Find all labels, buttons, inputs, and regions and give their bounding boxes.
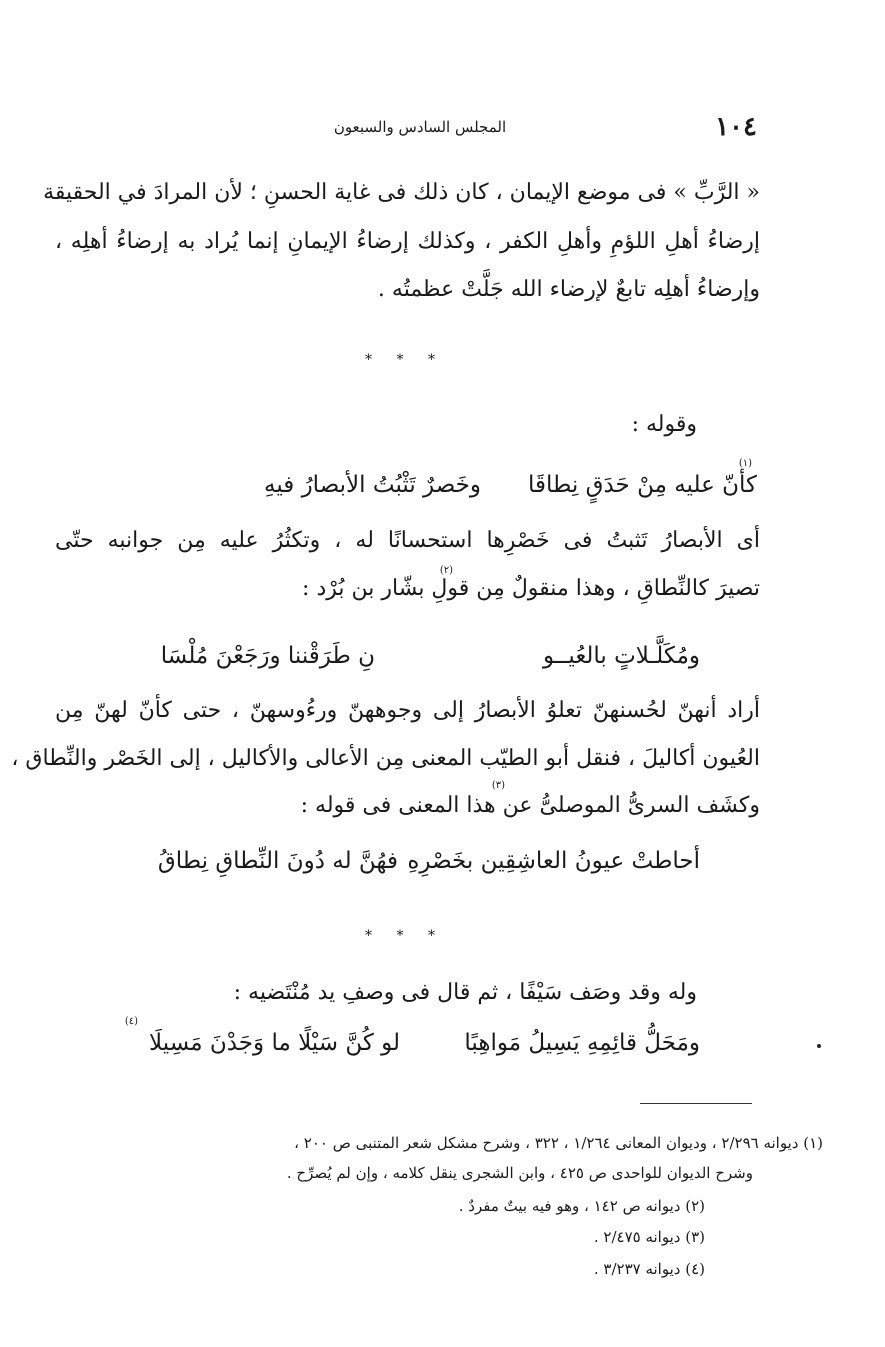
text-line: العُيون أكاليلَ ، فنقل أبو الطيّب المعنى مِن الأعالى والأكاليل ، إلى الخَصْر والنِّطاق ، xyxy=(11,746,760,771)
verse-4-first-hemistich: ومَحَلُّ قائِمِهِ يَسِيلُ مَواهِبًا xyxy=(464,1030,700,1056)
verse-3-first-hemistich: أحاطتْ عيونُ العاشِقِين بخَصْرِهِ xyxy=(407,848,700,874)
footnote-marker: (٤) xyxy=(124,1016,138,1027)
footnote-marker: (١) xyxy=(738,458,752,469)
paragraph-2 xyxy=(55,530,760,610)
verse-1-first-hemistich: وخَصرٌ تَثْبُتُ الأبصارُ فيهِ xyxy=(264,472,481,498)
text-line: « الرَّبِّ » فى موضع الإيمان ، كان ذلك فى غاية الحسنِ ؛ لأن المرادَ في الحقيقة xyxy=(43,180,760,205)
footnote-marker: (٢) xyxy=(439,565,453,576)
print-speck xyxy=(817,1044,821,1048)
verse-2-second-hemistich: نِ طَرَقْننا ورَجَعْنَ مُلْسَا xyxy=(160,643,375,669)
footnote-4: (٤) ديوانه ٣/٢٣٧ . xyxy=(593,1260,705,1278)
verse-4-second-hemistich: لو كُنَّ سَيْلًا ما وَجَدْنَ مَسِيلَا xyxy=(149,1030,400,1056)
verse-3-second-hemistich: فهُنَّ له دُونَ النِّطاقِ نِطاقُ xyxy=(157,848,398,874)
text-line: أى الأبصارُ تَثبتُ فى خَصْرِها استحسانًا له ، وتكثُرُ عليه مِن جوانبه حتّى xyxy=(55,528,760,553)
running-title: المجلس السادس والسبعون xyxy=(333,118,507,136)
paragraph-3 xyxy=(11,698,760,830)
page-number: ١٠٤ xyxy=(715,112,757,142)
paragraph-1 xyxy=(43,180,760,312)
footnote-2: (٢) ديوانه ص ١٤٢ ، وهو فيه بيتٌ مفردٌ . xyxy=(458,1197,705,1215)
footnote-1: (١) ديوانه ٢/٢٩٦ ، وديوان المعانى ١/٢٦٤ ، ٣٢٢ ، وشرح مشكل شعر المتنبى ص ٢٠٠ ، xyxy=(294,1134,823,1152)
verse-1-second-hemistich: كأنّ عليه مِنْ حَدَقٍ نِطاقَا xyxy=(528,472,757,498)
text-line: أراد أنهنّ لحُسنهنّ تعلوُ الأبصارُ إلى وجوههنّ ورءُوسهنّ ، حتى كأنّ لهنّ مِن xyxy=(55,698,760,723)
verse-intro: وقوله : xyxy=(631,412,697,437)
section-separator: * * * xyxy=(365,352,445,368)
text-line: تصيرَ كالنِّطاقِ ، وهذا منقولٌ مِن قولِ بشّار بن بُرْد : xyxy=(302,576,760,601)
section-separator: * * * xyxy=(365,928,445,944)
verse-2-first-hemistich: ومُكَلَّـلاتٍ بالعُيــو xyxy=(543,643,700,669)
footnote-3: (٣) ديوانه ٢/٤٧٥ . xyxy=(593,1228,705,1246)
text-line: إرضاءُ أهلِ اللؤمِ وأهلِ الكفر ، وكذلك إرضاءُ الإيمانِ إنما يُراد به إرضاءُ أهلِه ، xyxy=(55,229,760,254)
verse-intro: وله وقد وصَف سَيْفًا ، ثم قال فى وصفِ يد مُنْتَضيه : xyxy=(233,980,697,1005)
footnote-marker: (٣) xyxy=(491,780,505,791)
text-line: وإرضاءُ أهلِه تابعٌ لإرضاء الله جَلَّتْ عظمتُه . xyxy=(377,277,760,302)
footnote-rule xyxy=(640,1103,752,1104)
text-line: وكشَف السرىُّ الموصلىُّ عن هذا المعنى فى قوله : xyxy=(300,793,760,818)
footnote-1-continued: وشرح الديوان للواحدى ص ٤٢٥ ، وابن الشجرى ينقل كلامه ، وإن لم يُصرِّح . xyxy=(286,1164,753,1182)
